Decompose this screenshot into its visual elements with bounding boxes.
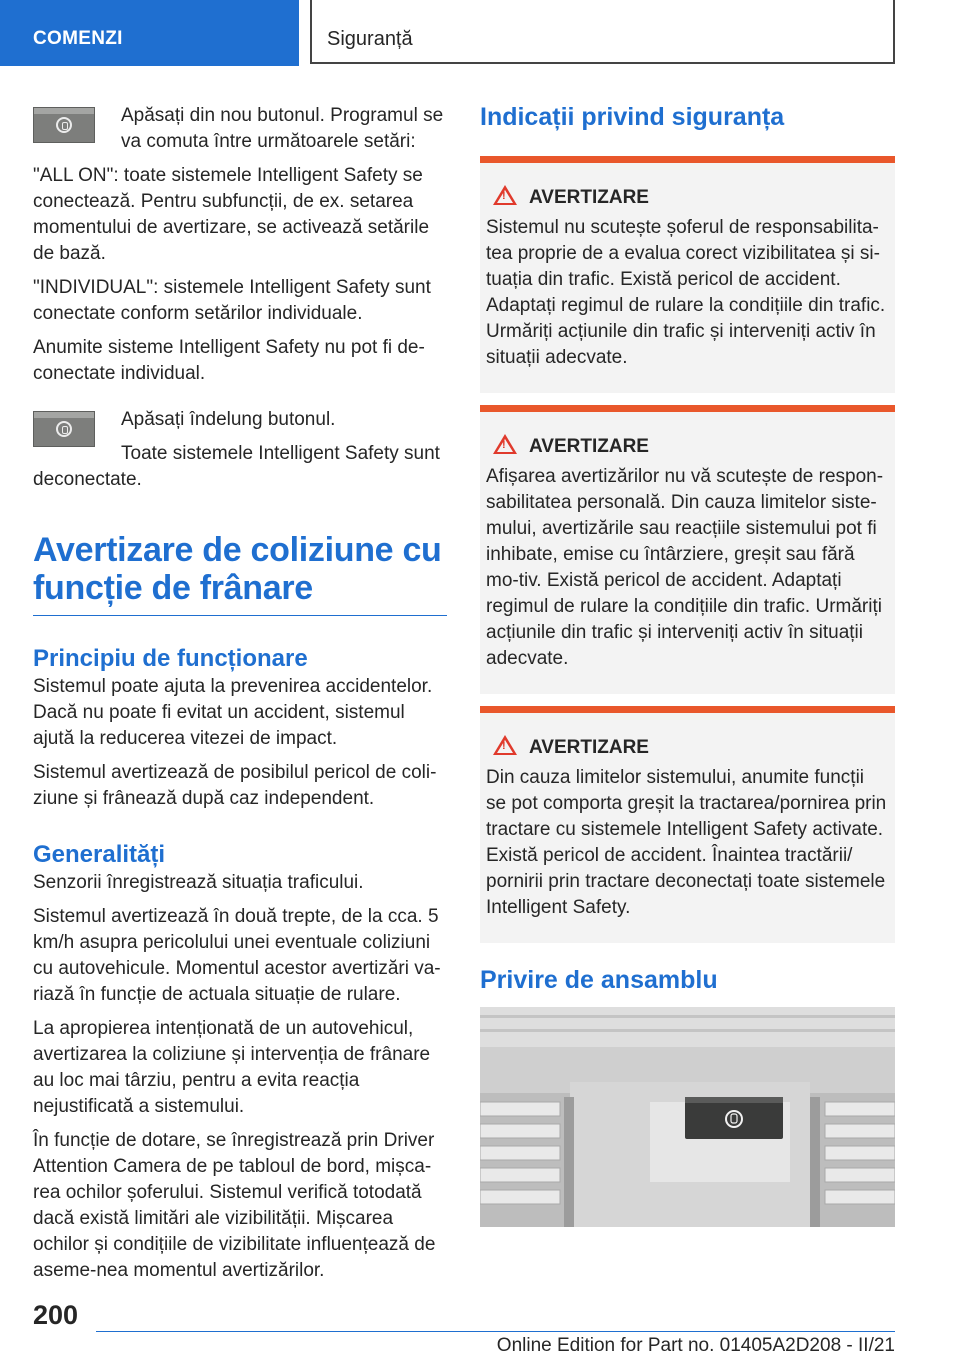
warning-triangle-icon (493, 434, 517, 454)
section-title: Siguranță (327, 28, 413, 50)
subheading-principle: Principiu de funcționare (33, 645, 308, 672)
safety-button-image (33, 107, 95, 143)
warning-box (480, 156, 895, 393)
safety-heading: Indicații privind siguranța (480, 103, 785, 131)
paragraph: Apăsați îndelung butonul. (121, 409, 336, 430)
vehicle-button-photo (480, 1007, 895, 1227)
warning-title: !AVERTIZARE (493, 434, 889, 460)
warning-text: Sistemul nu scutește șoferul de responsabilita-tea proprie de a evalua corect vizibilitatea și si-tuația din trafic. Există pericol de accident. Adaptați regimul de rulare la condițiile din trafic. Urmăriți acțiunile din trafic și interveniți activ în situații adecvate. (486, 217, 886, 368)
paragraph: Toate sistemele Intelligent Safety sunt deconectate. (33, 443, 440, 490)
paragraph: Senzorii înregistrează situația traficului. (33, 872, 364, 893)
footer-rule (96, 1331, 895, 1332)
safety-button-image (33, 411, 95, 447)
section-header (310, 0, 895, 64)
warning-box (480, 706, 895, 943)
warning-title: !AVERTIZARE (493, 185, 889, 211)
paragraph: Sistemul avertizează în două trepte, de la cca. 5 km/h asupra pericolului unei eventuale coliziuni cu autovehicule. Momentul acestor avertizări va-riază în funcție de actuala situație de rulare. (33, 906, 441, 1005)
intelligent-safety-icon (56, 421, 72, 437)
button-instruction-2 (33, 407, 447, 501)
paragraph: Sistemul avertizează de posibilul pericol de coli-ziune și frânează după caz independent. (33, 762, 437, 809)
right-column (480, 102, 895, 1043)
subheading-general: Generalități (33, 841, 166, 868)
warning-text: Din cauza limitelor sistemului, anumite funcții se pot comporta greșit la tractarea/pornirea prin tractare cu sistemele Intelligent Safety activate. Există pericol de accident. Înaintea tractării/ pornirii prin tractare deconectați toate sistemele Intelligent Safety. (486, 767, 887, 918)
footer-edition: Online Edition for Part no. 01405A2D208 - II/21 (496, 1335, 895, 1356)
intelligent-safety-icon (56, 117, 72, 133)
paragraph: "INDIVIDUAL": sistemele Intelligent Safety sunt conectate conform setărilor individuale. (33, 277, 431, 324)
paragraph: În funcție de dotare, se înregistrează prin Driver Attention Camera de pe tabloul de bord, mișca-rea ochilor șoferului. Sistemul verifică totodată dacă există limitări ale vizibilității. Mișcarea ochilor și condițiile de vizibilitate influențează de aseme-nea momentul avertizărilor. (33, 1130, 436, 1281)
paragraph: Anumite sisteme Intelligent Safety nu pot fi de-conectate individual. (33, 337, 425, 384)
warning-box (480, 405, 895, 694)
chapter-title: COMENZI (33, 28, 123, 49)
paragraph: "ALL ON": toate sistemele Intelligent Safety se conectează. Pentru subfuncții, de ex. setarea momentului de avertizare, se activează setările de bază. (33, 165, 430, 264)
warning-triangle-icon (493, 185, 517, 205)
paragraph: Sistemul poate ajuta la prevenirea accidentelor. Dacă nu poate fi evitat un accident, sistemul ajută la reducerea vitezei de impact. (33, 676, 433, 749)
overview-heading: Privire de ansamblu (480, 966, 718, 994)
paragraph: Apăsați din nou butonul. Programul se va comuta între următoarele setări: (121, 105, 444, 152)
warning-title: !AVERTIZARE (493, 735, 889, 761)
page-number: 200 (33, 1300, 79, 1330)
paragraph: La apropierea intenționată de un autovehicul, avertizarea la coliziune și intervenția de frânare au loc mai târziu, pentru a evita reacția nejustificată a sistemului. (33, 1018, 431, 1117)
button-instruction-1 (33, 103, 447, 163)
section-heading: Avertizare de coliziune cu funcție de frânare (33, 531, 442, 607)
chapter-tab (0, 0, 299, 66)
warning-text: Afișarea avertizărilor nu vă scutește de respon-sabilitatea personală. Din cauza limitelor siste-mului, avertizările sau reacțiile sistemului pot fi inhibate, emise cu întârziere, greșit sau fără mo-tiv. Există pericol de accident. Adaptați regimul de rulare la condițiile din trafic. Urmăriți acțiunile din trafic și interveniți activ în situații adecvate. (486, 466, 884, 669)
left-column (33, 103, 447, 1292)
dashboard-illustration (480, 1007, 895, 1227)
warning-triangle-icon (493, 735, 517, 755)
